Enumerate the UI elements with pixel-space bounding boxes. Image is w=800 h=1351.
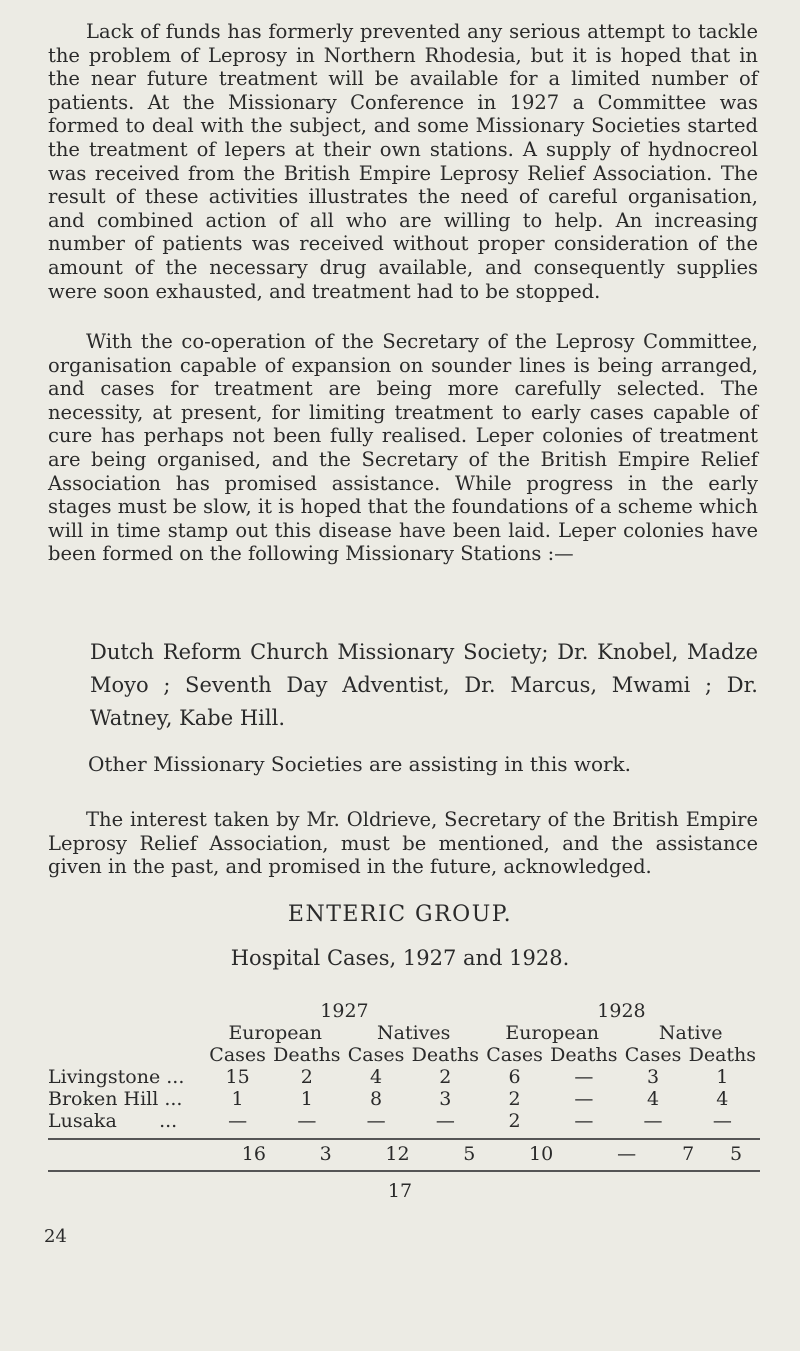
group-header: Natives — [377, 1022, 451, 1044]
page-number: 24 — [44, 1226, 67, 1247]
table-cell: 6 — [508, 1066, 521, 1088]
total-cell: 12 — [385, 1143, 410, 1165]
subheader-cell: Cases — [486, 1044, 543, 1066]
row-label — [48, 1110, 206, 1132]
table-cell: — — [643, 1110, 663, 1132]
table-cell: 3 — [647, 1066, 660, 1088]
paragraph-leprosy-organisation: With the co-operation of the Secretary of the Leprosy Committee, organisation capable of expansion on sounder lines is being arranged, and cases for treatment are being more carefully selected. The necessity, at present, for limiting treatment to early cases capable of cure has perhaps not been fully realised. Leper colonies of treatment are being organised, and the Secretary of the British Empire Relief Association has promised assistance. While progress in the early stages must be slow, it is hoped that the foundations of a scheme which will in time stamp out this disease have been laid. Leper colonies have been formed on the following Missionary Stations :— — [48, 330, 758, 566]
paragraph-leprosy-funds: Lack of funds has formerly prevented any serious attempt to tackle the problem of Leprosy in Northern Rhodesia, but it is hoped that in the near future treatment will be available for a limited number of patients. At the Missionary Conference in 1927 a Committee was formed to deal with the subject, and some Missionary Societies started the treatment of lepers at their own stations. A supply of hydnocreol was received from the British Empire Leprosy Relief Association. The result of these activities illustrates the need of careful organisation, and combined action of all who are willing to help. An increasing number of patients was received without proper consideration of the amount of the necessary drug available, and consequently supplies were soon exhausted, and treatment had to be stopped. — [48, 20, 758, 303]
subheader-cell: Cases — [209, 1044, 266, 1066]
paragraph-interest-acknowledgement: The interest taken by Mr. Oldrieve, Secretary of the British Empire Leprosy Relief Association, must be mentioned, and the assistance given in the past, and promised in the future, acknowledged. — [48, 808, 758, 879]
table-row — [48, 1110, 760, 1132]
table-cell: — — [297, 1110, 317, 1132]
total-cell: 16 — [241, 1143, 266, 1165]
totals-row — [48, 1143, 760, 1165]
table-cell: 4 — [370, 1066, 383, 1088]
table-cell: — — [366, 1110, 386, 1132]
table-cell: 4 — [716, 1088, 729, 1110]
total-cell: 5 — [463, 1143, 476, 1165]
subheader-cell: Deaths — [550, 1044, 618, 1066]
row-label-text: Lusaka — [48, 1110, 117, 1132]
table-cell: 2 — [300, 1066, 313, 1088]
year-header-row — [48, 1000, 760, 1022]
table-cell: 8 — [370, 1088, 383, 1110]
group-header: European — [505, 1022, 600, 1044]
subheader-cell: Deaths — [273, 1044, 341, 1066]
table-cell: 2 — [508, 1088, 521, 1110]
table-cell: 4 — [647, 1088, 660, 1110]
table-cell: 1 — [231, 1088, 244, 1110]
table-cell: — — [435, 1110, 455, 1132]
table-cell: — — [574, 1088, 594, 1110]
table-title: Hospital Cases, 1927 and 1928. — [230, 946, 570, 970]
table-divider — [48, 1170, 760, 1172]
table-cell: — — [574, 1066, 594, 1088]
total-cell: — — [617, 1143, 637, 1165]
total-cell: 5 — [730, 1143, 743, 1165]
table-cell: — — [228, 1110, 248, 1132]
table-cell: 2 — [508, 1110, 521, 1132]
table-cell: 3 — [439, 1088, 452, 1110]
table-divider — [48, 1138, 760, 1140]
table-cell: 2 — [439, 1066, 452, 1088]
total-cell: 7 — [682, 1143, 695, 1165]
subheader-cell: Cases — [624, 1044, 682, 1066]
year-1927: 1927 — [320, 1000, 369, 1022]
row-label: Livingstone ... — [48, 1066, 185, 1088]
table-cell: 1 — [300, 1088, 313, 1110]
subheader-cell: Deaths — [688, 1044, 757, 1066]
hospital-cases-table — [48, 1000, 760, 1132]
year-1928: 1928 — [597, 1000, 646, 1022]
table-cell: 1 — [716, 1066, 729, 1088]
subheader-row — [48, 1044, 760, 1066]
table-cell: — — [574, 1110, 594, 1132]
leader-dots: ... — [159, 1110, 178, 1132]
total-cell: 10 — [529, 1143, 554, 1165]
total-cell: 3 — [319, 1143, 332, 1165]
table-cell: — — [712, 1110, 732, 1132]
table-cell: 15 — [225, 1066, 250, 1088]
group-header: Native — [658, 1022, 723, 1044]
table-row — [48, 1088, 760, 1110]
subheader-cell: Cases — [347, 1044, 405, 1066]
section-heading: ENTERIC GROUP. — [287, 902, 513, 927]
table-row — [48, 1066, 760, 1088]
missionary-stations-list: Dutch Reform Church Missionary Society; Dr. Knobel, Madze Moyo ; Seventh Day Adventist, Dr. Marcus, Mwami ; Dr. Watney, Kabe Hill. — [90, 640, 758, 730]
row-label: Broken Hill ... — [48, 1088, 183, 1110]
other-societies-note: Other Missionary Societies are assisting in this work. — [88, 752, 632, 776]
group-header: European — [228, 1022, 323, 1044]
group-header-row — [48, 1022, 760, 1044]
subheader-cell: Deaths — [411, 1044, 480, 1066]
grand-total: 17 — [387, 1180, 413, 1202]
